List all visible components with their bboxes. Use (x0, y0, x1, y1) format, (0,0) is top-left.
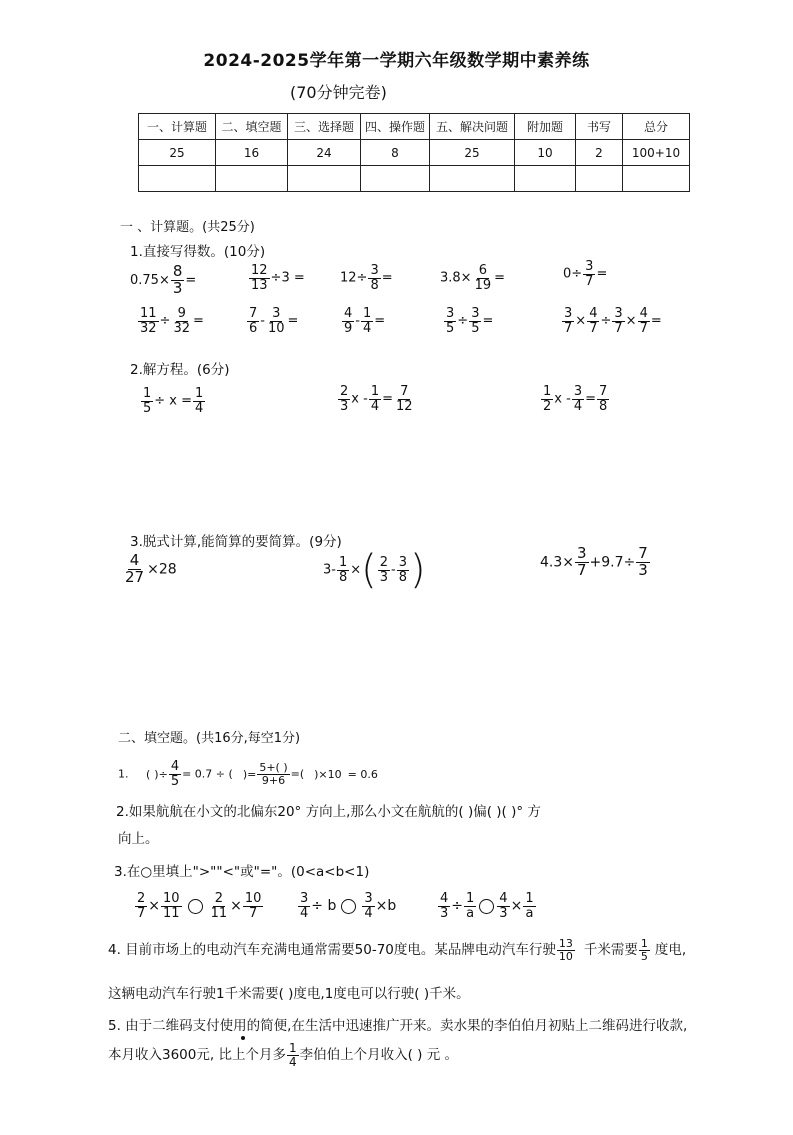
equation-2: $\frac{2}{3}$ x - $\frac{1}{4}$ = $\frac{7}{12}$ (340, 384, 413, 414)
fill-q5-line2: 本月收入3600元, 比上个月多 $\frac{1}{4}$ 李伯伯上个月收入( ) 元 。 (108, 1041, 459, 1069)
score-entry-cell[interactable] (361, 166, 430, 192)
calc-b4: $\frac{3}{5}$ ÷ $\frac{3}{5}$ = (446, 306, 494, 336)
table-cell: 10 (515, 140, 576, 166)
score-entry-cell[interactable] (623, 166, 690, 192)
compare-circle[interactable] (479, 899, 494, 914)
page-subtitle: (70分钟完卷) (290, 83, 387, 102)
page-title: 2024-2025学年第一学期六年级数学期中素养练 (203, 51, 590, 71)
compare-group-2: $\frac{3}{4}$ ÷ b $\frac{3}{4}$ ×b (300, 891, 397, 921)
score-entry-cell[interactable] (515, 166, 576, 192)
q3-title: 3.脱式计算,能简算的要简算。(9分) (130, 534, 342, 550)
section2-heading: 二、填空题。(共16分,每空1分) (118, 731, 301, 746)
calc-c3: 4.3× $\frac{3}{7}$ +9.7÷ $\frac{7}{3}$ (540, 544, 648, 579)
score-table-blank-row (139, 166, 690, 192)
score-entry-cell[interactable] (576, 166, 623, 192)
table-cell: 16 (216, 140, 288, 166)
table-header-cell: 总分 (623, 114, 690, 140)
table-header-cell: 二、填空题 (216, 114, 288, 140)
calc-a4: 3.8× $\frac{6}{19}$ = (440, 263, 506, 293)
table-cell: 24 (288, 140, 361, 166)
section1-heading: 一 、计算题。(共25分) (120, 220, 255, 235)
calc-a5: 0÷ $\frac{3}{7}$ = (563, 259, 608, 289)
equation-1: $\frac{1}{5}$ ÷ x = $\frac{1}{4}$ (143, 386, 204, 416)
compare-group-3: $\frac{4}{3}$ ÷ $\frac{1}{a}$ $\frac{4}{3}$ × $\frac{1}{a}$ (440, 891, 534, 921)
fill-q4-line1: 4. 目前市场上的电动汽车充满电通常需要50-70度电。某品牌电动汽车行驶 $\frac{13}{10}$ 千米需要 $\frac{1}{5}$ 度电, (108, 937, 687, 963)
table-header-cell: 五、解决问题 (430, 114, 515, 140)
score-table-header-row (139, 114, 690, 140)
emphasis-dot (241, 1036, 245, 1040)
fill-q5-line1: 5. 由于二维码支付使用的简便,在生活中迅速推广开来。卖水果的李伯伯月初贴上二维码进行收款, (108, 1018, 688, 1034)
left-paren: ( (361, 547, 377, 593)
calc-a2: $\frac{12}{13}$ ÷3 = (251, 263, 305, 293)
fill-q2-line2: 向上。 (118, 831, 159, 847)
table-header-cell: 附加题 (515, 114, 576, 140)
fill-q2-line1: 2.如果航航在小文的北偏东20° 方向上,那么小文在航航的( )偏( )( )° 方 (116, 804, 541, 820)
table-cell: 25 (430, 140, 515, 166)
calc-a3: 12÷ $\frac{3}{8}$ = (340, 263, 393, 293)
calc-b5: $\frac{3}{7}$ × $\frac{4}{7}$ ÷ $\frac{3}{7}$ × $\frac{4}{7}$ = (564, 306, 662, 336)
q1-title: 1.直接写得数。(10分) (130, 244, 266, 260)
score-table-points-row (139, 140, 690, 166)
fill-q3-title: 3.在○里填上">""<"或"="。(0<a<b<1) (114, 864, 370, 880)
table-header-cell: 一、计算题 (139, 114, 216, 140)
equation-3: $\frac{1}{2}$ x - $\frac{3}{4}$ = $\frac{7}{8}$ (543, 384, 608, 414)
table-cell: 100+10 (623, 140, 690, 166)
fill-q4-line2: 这辆电动汽车行驶1千米需要( )度电,1度电可以行驶( )千米。 (108, 986, 470, 1002)
table-cell: 8 (361, 140, 430, 166)
q2-title: 2.解方程。(6分) (130, 362, 230, 378)
compare-group-1: $\frac{2}{7}$ × $\frac{10}{11}$ $\frac{2}{11}$ × $\frac{10}{7}$ (137, 891, 262, 921)
table-header-cell: 三、选择题 (288, 114, 361, 140)
score-entry-cell[interactable] (430, 166, 515, 192)
calc-c2: 3- $\frac{1}{8}$ ×( $\frac{2}{3}$ - $\frac{3}{8}$ ) (323, 547, 426, 593)
score-table (138, 113, 690, 192)
compare-circle[interactable] (188, 899, 203, 914)
table-cell: 2 (576, 140, 623, 166)
table-cell: 25 (139, 140, 216, 166)
score-entry-cell[interactable] (216, 166, 288, 192)
table-header-cell: 四、操作题 (361, 114, 430, 140)
calc-b1: $\frac{11}{32}$ ÷ $\frac{9}{32}$ = (140, 306, 204, 336)
compare-circle[interactable] (341, 899, 356, 914)
score-entry-cell[interactable] (139, 166, 216, 192)
table-header-cell: 书写 (576, 114, 623, 140)
right-paren: ) (410, 547, 426, 593)
fill-q1: 1. ( )÷ $\frac{4}{5}$ = 0.7 ÷ ( )= $\frac{5+( )}{9+6}$ =( )×10 = 0.6 (118, 759, 378, 789)
score-entry-cell[interactable] (288, 166, 361, 192)
calc-a1: 0.75× $\frac{8}{3}$ = (130, 262, 197, 297)
calc-b3: $\frac{4}{9}$ - $\frac{1}{4}$ = (344, 306, 386, 336)
calc-b2: $\frac{7}{6}$ - $\frac{3}{10}$ = (249, 306, 299, 336)
calc-c1: $\frac{4}{27}$ ×28 (125, 551, 177, 586)
